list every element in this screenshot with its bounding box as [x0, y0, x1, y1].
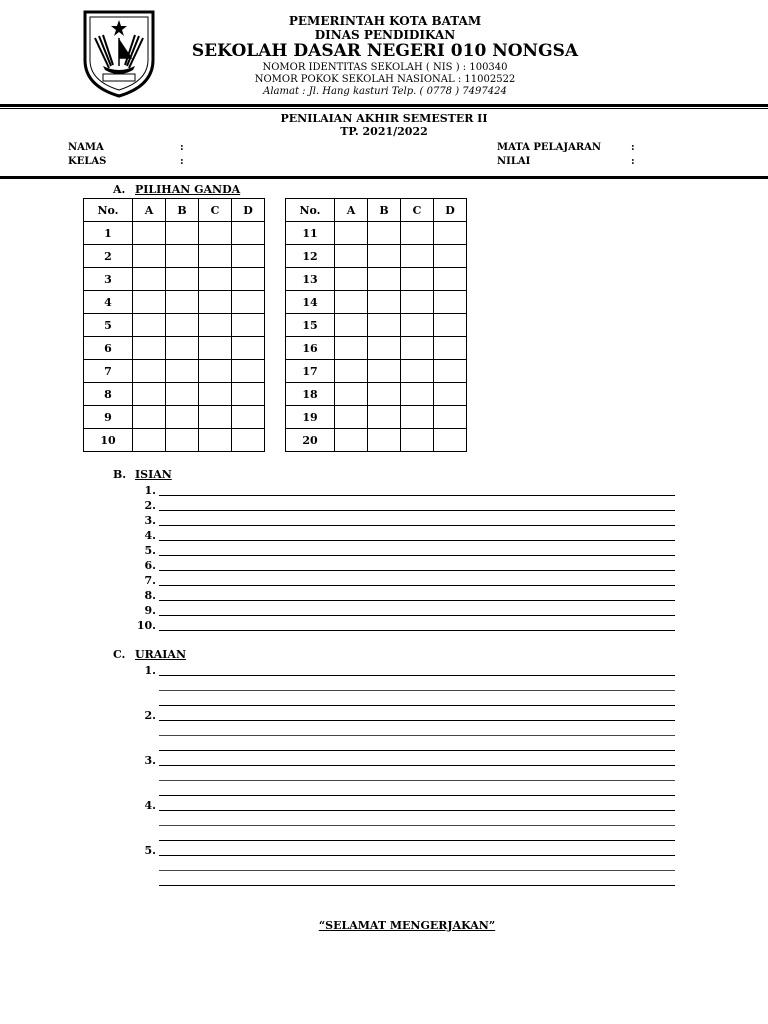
- answer-cell[interactable]: [368, 291, 401, 314]
- school-address: Alamat : Jl. Hang kasturi Telp. ( 0778 ) 7497424: [263, 86, 507, 97]
- subject-label: MATA PELAJARAN: [497, 142, 602, 153]
- table-row: [286, 360, 467, 383]
- table-header-row: [286, 199, 467, 222]
- table-row: [286, 222, 467, 245]
- question-number: 11: [286, 222, 335, 245]
- government-name: PEMERINTAH KOTA BATAM: [288, 14, 482, 28]
- answer-cell[interactable]: [133, 337, 166, 360]
- answer-cell[interactable]: [232, 406, 265, 429]
- answer-cell[interactable]: [368, 268, 401, 291]
- isian-number: 1.: [144, 484, 156, 497]
- closing-message: “SELAMAT MENGERJAKAN”: [318, 919, 496, 932]
- section-a-heading: [113, 183, 240, 196]
- table-row: [286, 406, 467, 429]
- isian-answer-line[interactable]: [159, 585, 675, 586]
- question-number: 12: [286, 245, 335, 268]
- header-option: C: [401, 199, 434, 222]
- table-row: [84, 291, 265, 314]
- answer-cell[interactable]: [434, 383, 467, 406]
- uraian-answer-line[interactable]: [159, 765, 675, 766]
- section-b-letter: B.: [113, 468, 127, 481]
- name-label: NAMA: [68, 142, 104, 153]
- table-row: [84, 245, 265, 268]
- answer-cell[interactable]: [401, 383, 434, 406]
- answer-cell[interactable]: [335, 383, 368, 406]
- table-row: [286, 383, 467, 406]
- answer-cell[interactable]: [133, 429, 166, 452]
- answer-cell[interactable]: [133, 268, 166, 291]
- section-a-letter: A.: [113, 183, 126, 196]
- uraian-answer-line[interactable]: [159, 705, 675, 706]
- answer-cell[interactable]: [401, 406, 434, 429]
- answer-cell[interactable]: [166, 337, 199, 360]
- answer-cell[interactable]: [133, 406, 166, 429]
- table-row: [286, 337, 467, 360]
- table-row: [84, 406, 265, 429]
- question-number: 8: [84, 383, 133, 406]
- uraian-answer-line[interactable]: [159, 810, 675, 811]
- question-number: 14: [286, 291, 335, 314]
- uraian-answer-line[interactable]: [159, 780, 675, 781]
- question-number: 20: [286, 429, 335, 452]
- answer-cell[interactable]: [368, 222, 401, 245]
- answer-cell[interactable]: [335, 222, 368, 245]
- answer-cell[interactable]: [232, 222, 265, 245]
- answer-cell[interactable]: [401, 429, 434, 452]
- uraian-number: 1.: [144, 664, 156, 677]
- answer-cell[interactable]: [401, 291, 434, 314]
- answer-cell[interactable]: [166, 222, 199, 245]
- uraian-number: 4.: [144, 799, 156, 812]
- answer-cell[interactable]: [133, 314, 166, 337]
- answer-cell[interactable]: [232, 429, 265, 452]
- isian-answer-line[interactable]: [159, 570, 675, 571]
- isian-answer-line[interactable]: [159, 525, 675, 526]
- table-row: [286, 429, 467, 452]
- class-label: KELAS: [68, 156, 107, 167]
- isian-answer-line[interactable]: [159, 510, 675, 511]
- answer-cell[interactable]: [368, 360, 401, 383]
- header-number: No.: [84, 199, 133, 222]
- answer-cell[interactable]: [401, 268, 434, 291]
- isian-number: 7.: [144, 574, 156, 587]
- question-number: 4: [84, 291, 133, 314]
- answer-cell[interactable]: [401, 222, 434, 245]
- answer-cell[interactable]: [199, 383, 232, 406]
- isian-number: 5.: [144, 544, 156, 557]
- header-option: C: [199, 199, 232, 222]
- answer-cell[interactable]: [368, 245, 401, 268]
- answer-cell[interactable]: [434, 245, 467, 268]
- answer-cell[interactable]: [232, 383, 265, 406]
- isian-number: 8.: [144, 589, 156, 602]
- exam-year: TP. 2021/2022: [340, 125, 428, 138]
- answer-cell[interactable]: [401, 337, 434, 360]
- uraian-number: 3.: [144, 754, 156, 767]
- answer-cell[interactable]: [199, 291, 232, 314]
- answer-cell[interactable]: [199, 360, 232, 383]
- answer-cell[interactable]: [232, 291, 265, 314]
- isian-answer-line[interactable]: [159, 540, 675, 541]
- question-number: 9: [84, 406, 133, 429]
- table-row: [84, 429, 265, 452]
- isian-answer-line[interactable]: [159, 630, 675, 631]
- class-colon: :: [180, 156, 184, 167]
- isian-answer-line[interactable]: [159, 600, 675, 601]
- score-label: NILAI: [497, 156, 531, 167]
- table-row: [84, 314, 265, 337]
- table-row: [286, 291, 467, 314]
- table-row: [84, 337, 265, 360]
- answer-cell[interactable]: [434, 314, 467, 337]
- answer-cell[interactable]: [368, 314, 401, 337]
- answer-cell[interactable]: [434, 337, 467, 360]
- info-divider: [0, 176, 768, 179]
- question-number: 19: [286, 406, 335, 429]
- answer-cell[interactable]: [368, 429, 401, 452]
- question-number: 1: [84, 222, 133, 245]
- answer-cell[interactable]: [232, 314, 265, 337]
- header-option: B: [368, 199, 401, 222]
- question-number: 17: [286, 360, 335, 383]
- uraian-number: 5.: [144, 844, 156, 857]
- section-b-heading: [113, 468, 172, 481]
- answer-cell[interactable]: [434, 406, 467, 429]
- question-number: 2: [84, 245, 133, 268]
- answer-cell[interactable]: [166, 406, 199, 429]
- answer-cell[interactable]: [199, 429, 232, 452]
- question-number: 10: [84, 429, 133, 452]
- answer-cell[interactable]: [232, 245, 265, 268]
- header-divider-thin: [0, 108, 768, 109]
- uraian-answer-line[interactable]: [159, 795, 675, 796]
- answer-cell[interactable]: [401, 314, 434, 337]
- header-number: No.: [286, 199, 335, 222]
- isian-answer-line[interactable]: [159, 495, 675, 496]
- score-colon: :: [631, 156, 635, 167]
- answer-cell[interactable]: [335, 360, 368, 383]
- department-name: DINAS PENDIDIKAN: [314, 28, 456, 42]
- question-number: 3: [84, 268, 133, 291]
- answer-cell[interactable]: [368, 337, 401, 360]
- answer-cell[interactable]: [133, 291, 166, 314]
- question-number: 18: [286, 383, 335, 406]
- uraian-answer-line[interactable]: [159, 855, 675, 856]
- table-row: [84, 222, 265, 245]
- school-nis: NOMOR IDENTITAS SEKOLAH ( NIS ) : 100340: [262, 62, 508, 73]
- answer-cell[interactable]: [166, 291, 199, 314]
- uraian-answer-line[interactable]: [159, 675, 675, 676]
- answer-cell[interactable]: [166, 383, 199, 406]
- subject-colon: :: [631, 142, 635, 153]
- answer-cell[interactable]: [335, 429, 368, 452]
- header-option: B: [166, 199, 199, 222]
- uraian-answer-line[interactable]: [159, 690, 675, 691]
- section-c-title: URAIAN: [135, 648, 187, 661]
- answer-cell[interactable]: [335, 291, 368, 314]
- answer-cell[interactable]: [434, 222, 467, 245]
- answer-cell[interactable]: [335, 268, 368, 291]
- answer-cell[interactable]: [166, 245, 199, 268]
- answer-cell[interactable]: [335, 245, 368, 268]
- answer-table-left: [83, 198, 265, 452]
- answer-cell[interactable]: [335, 406, 368, 429]
- uraian-answer-line[interactable]: [159, 870, 675, 871]
- answer-cell[interactable]: [335, 314, 368, 337]
- isian-number: 2.: [144, 499, 156, 512]
- uraian-number: 2.: [144, 709, 156, 722]
- table-row: [286, 268, 467, 291]
- answer-cell[interactable]: [199, 406, 232, 429]
- answer-cell[interactable]: [133, 245, 166, 268]
- answer-cell[interactable]: [368, 406, 401, 429]
- answer-cell[interactable]: [166, 429, 199, 452]
- question-number: 16: [286, 337, 335, 360]
- table-row: [286, 314, 467, 337]
- header-option: D: [232, 199, 265, 222]
- uraian-answer-line[interactable]: [159, 720, 675, 721]
- uraian-answer-line[interactable]: [159, 750, 675, 751]
- answer-cell[interactable]: [434, 291, 467, 314]
- answer-cell[interactable]: [133, 383, 166, 406]
- school-name: SEKOLAH DASAR NEGERI 010 NONGSA: [191, 41, 579, 61]
- isian-number: 3.: [144, 514, 156, 527]
- answer-cell[interactable]: [199, 337, 232, 360]
- answer-cell[interactable]: [166, 314, 199, 337]
- isian-answer-line[interactable]: [159, 615, 675, 616]
- answer-cell[interactable]: [133, 222, 166, 245]
- question-number: 15: [286, 314, 335, 337]
- answer-cell[interactable]: [434, 429, 467, 452]
- question-number: 6: [84, 337, 133, 360]
- school-npsn: NOMOR POKOK SEKOLAH NASIONAL : 11002522: [254, 74, 516, 85]
- table-row: [286, 245, 467, 268]
- section-c-letter: C.: [113, 648, 126, 661]
- answer-cell[interactable]: [199, 245, 232, 268]
- isian-number: 4.: [144, 529, 156, 542]
- answer-table-right: [285, 198, 467, 452]
- header-option: D: [434, 199, 467, 222]
- answer-cell[interactable]: [401, 360, 434, 383]
- answer-cell[interactable]: [166, 360, 199, 383]
- answer-cell[interactable]: [368, 383, 401, 406]
- isian-number: 6.: [144, 559, 156, 572]
- question-number: 7: [84, 360, 133, 383]
- answer-cell[interactable]: [434, 360, 467, 383]
- header-divider-thick: [0, 104, 768, 107]
- section-a-title: PILIHAN GANDA: [135, 183, 241, 196]
- answer-cell[interactable]: [232, 360, 265, 383]
- answer-cell[interactable]: [133, 360, 166, 383]
- answer-cell[interactable]: [434, 268, 467, 291]
- uraian-answer-line[interactable]: [159, 735, 675, 736]
- header-option: A: [335, 199, 368, 222]
- header-option: A: [133, 199, 166, 222]
- exam-title: PENILAIAN AKHIR SEMESTER II: [280, 112, 488, 125]
- answer-cell[interactable]: [232, 337, 265, 360]
- isian-number: 10.: [136, 619, 156, 632]
- answer-cell[interactable]: [335, 337, 368, 360]
- section-c-heading: [113, 648, 186, 661]
- section-b-title: ISIAN: [135, 468, 172, 481]
- uraian-answer-line[interactable]: [159, 840, 675, 841]
- question-number: 5: [84, 314, 133, 337]
- table-row: [84, 268, 265, 291]
- answer-cell[interactable]: [199, 314, 232, 337]
- uraian-answer-line[interactable]: [159, 825, 675, 826]
- name-colon: :: [180, 142, 184, 153]
- uraian-answer-line[interactable]: [159, 885, 675, 886]
- answer-cell[interactable]: [401, 245, 434, 268]
- table-row: [84, 383, 265, 406]
- isian-number: 9.: [144, 604, 156, 617]
- isian-answer-line[interactable]: [159, 555, 675, 556]
- answer-cell[interactable]: [232, 268, 265, 291]
- question-number: 13: [286, 268, 335, 291]
- batam-city-emblem-logo: [79, 8, 159, 98]
- answer-cell[interactable]: [199, 222, 232, 245]
- table-row: [84, 360, 265, 383]
- answer-cell[interactable]: [166, 268, 199, 291]
- table-header-row: [84, 199, 265, 222]
- answer-cell[interactable]: [199, 268, 232, 291]
